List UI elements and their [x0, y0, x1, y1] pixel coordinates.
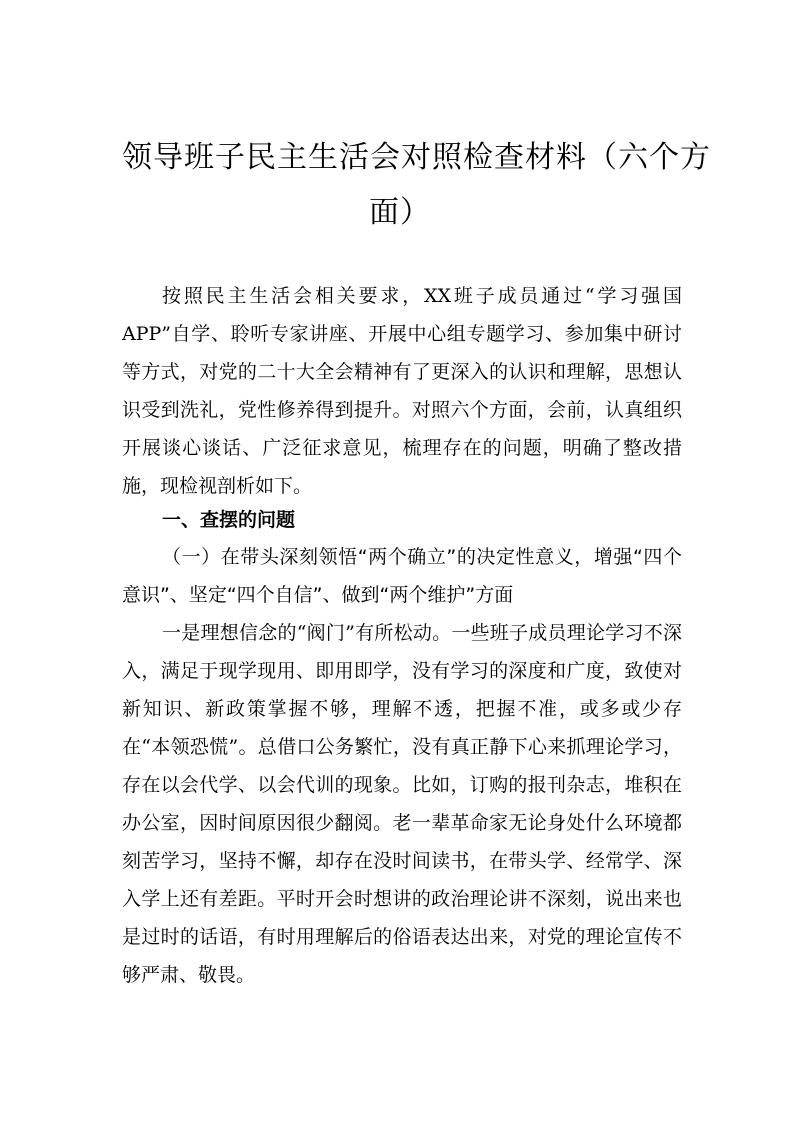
- document-title-line-2: 面）: [369, 195, 431, 230]
- subsection-heading-1: （一）在带头深刻领悟“两个确立”的决定性意义，增强“四个意识”、坚定“四个自信”、做到“两个维护”方面: [122, 546, 682, 606]
- section-heading-1: 一、查摆的问题: [162, 509, 296, 531]
- document-title-line-1: 领导班子民主生活会对照检查材料（六个方: [122, 140, 711, 175]
- body-paragraph-1: 一是理想信念的“阀门”有所松动。一些班子成员理论学习不深入，满足于现学现用、即用即学，没有学习的深度和广度，致使对新知识、新政策掌握不够，理解不透，把握不准，或多或少存在“本领恐慌”。总借口公务繁忙，没有真正静下心来抓理论学习，存在以会代学、以会代训的现象。比如，订购的报刊杂志，堆积在办公室，因时间原因很少翻阅。老一辈革命家无论身处什么环境都刻苦学习，坚持不懈，却存在没时间读书，在带头学、经常学、深入学上还有差距。平时开会时想讲的政治理论讲不深刻，说出来也是过时的话语，有时用理解后的俗语表达出来，对党的理论宣传不够严肃、敬畏。: [122, 622, 682, 986]
- intro-paragraph: 按照民主生活会相关要求，XX班子成员通过“学习强国APP”自学、聆听专家讲座、开展中心组专题学习、参加集中研讨等方式，对党的二十大全会精神有了更深入的认识和理解，思想认识受到洗礼，党性修养得到提升。对照六个方面，会前，认真组织开展谈心谈话、广泛征求意见，梳理存在的问题，明确了整改措施，现检视剖析如下。: [122, 285, 682, 497]
